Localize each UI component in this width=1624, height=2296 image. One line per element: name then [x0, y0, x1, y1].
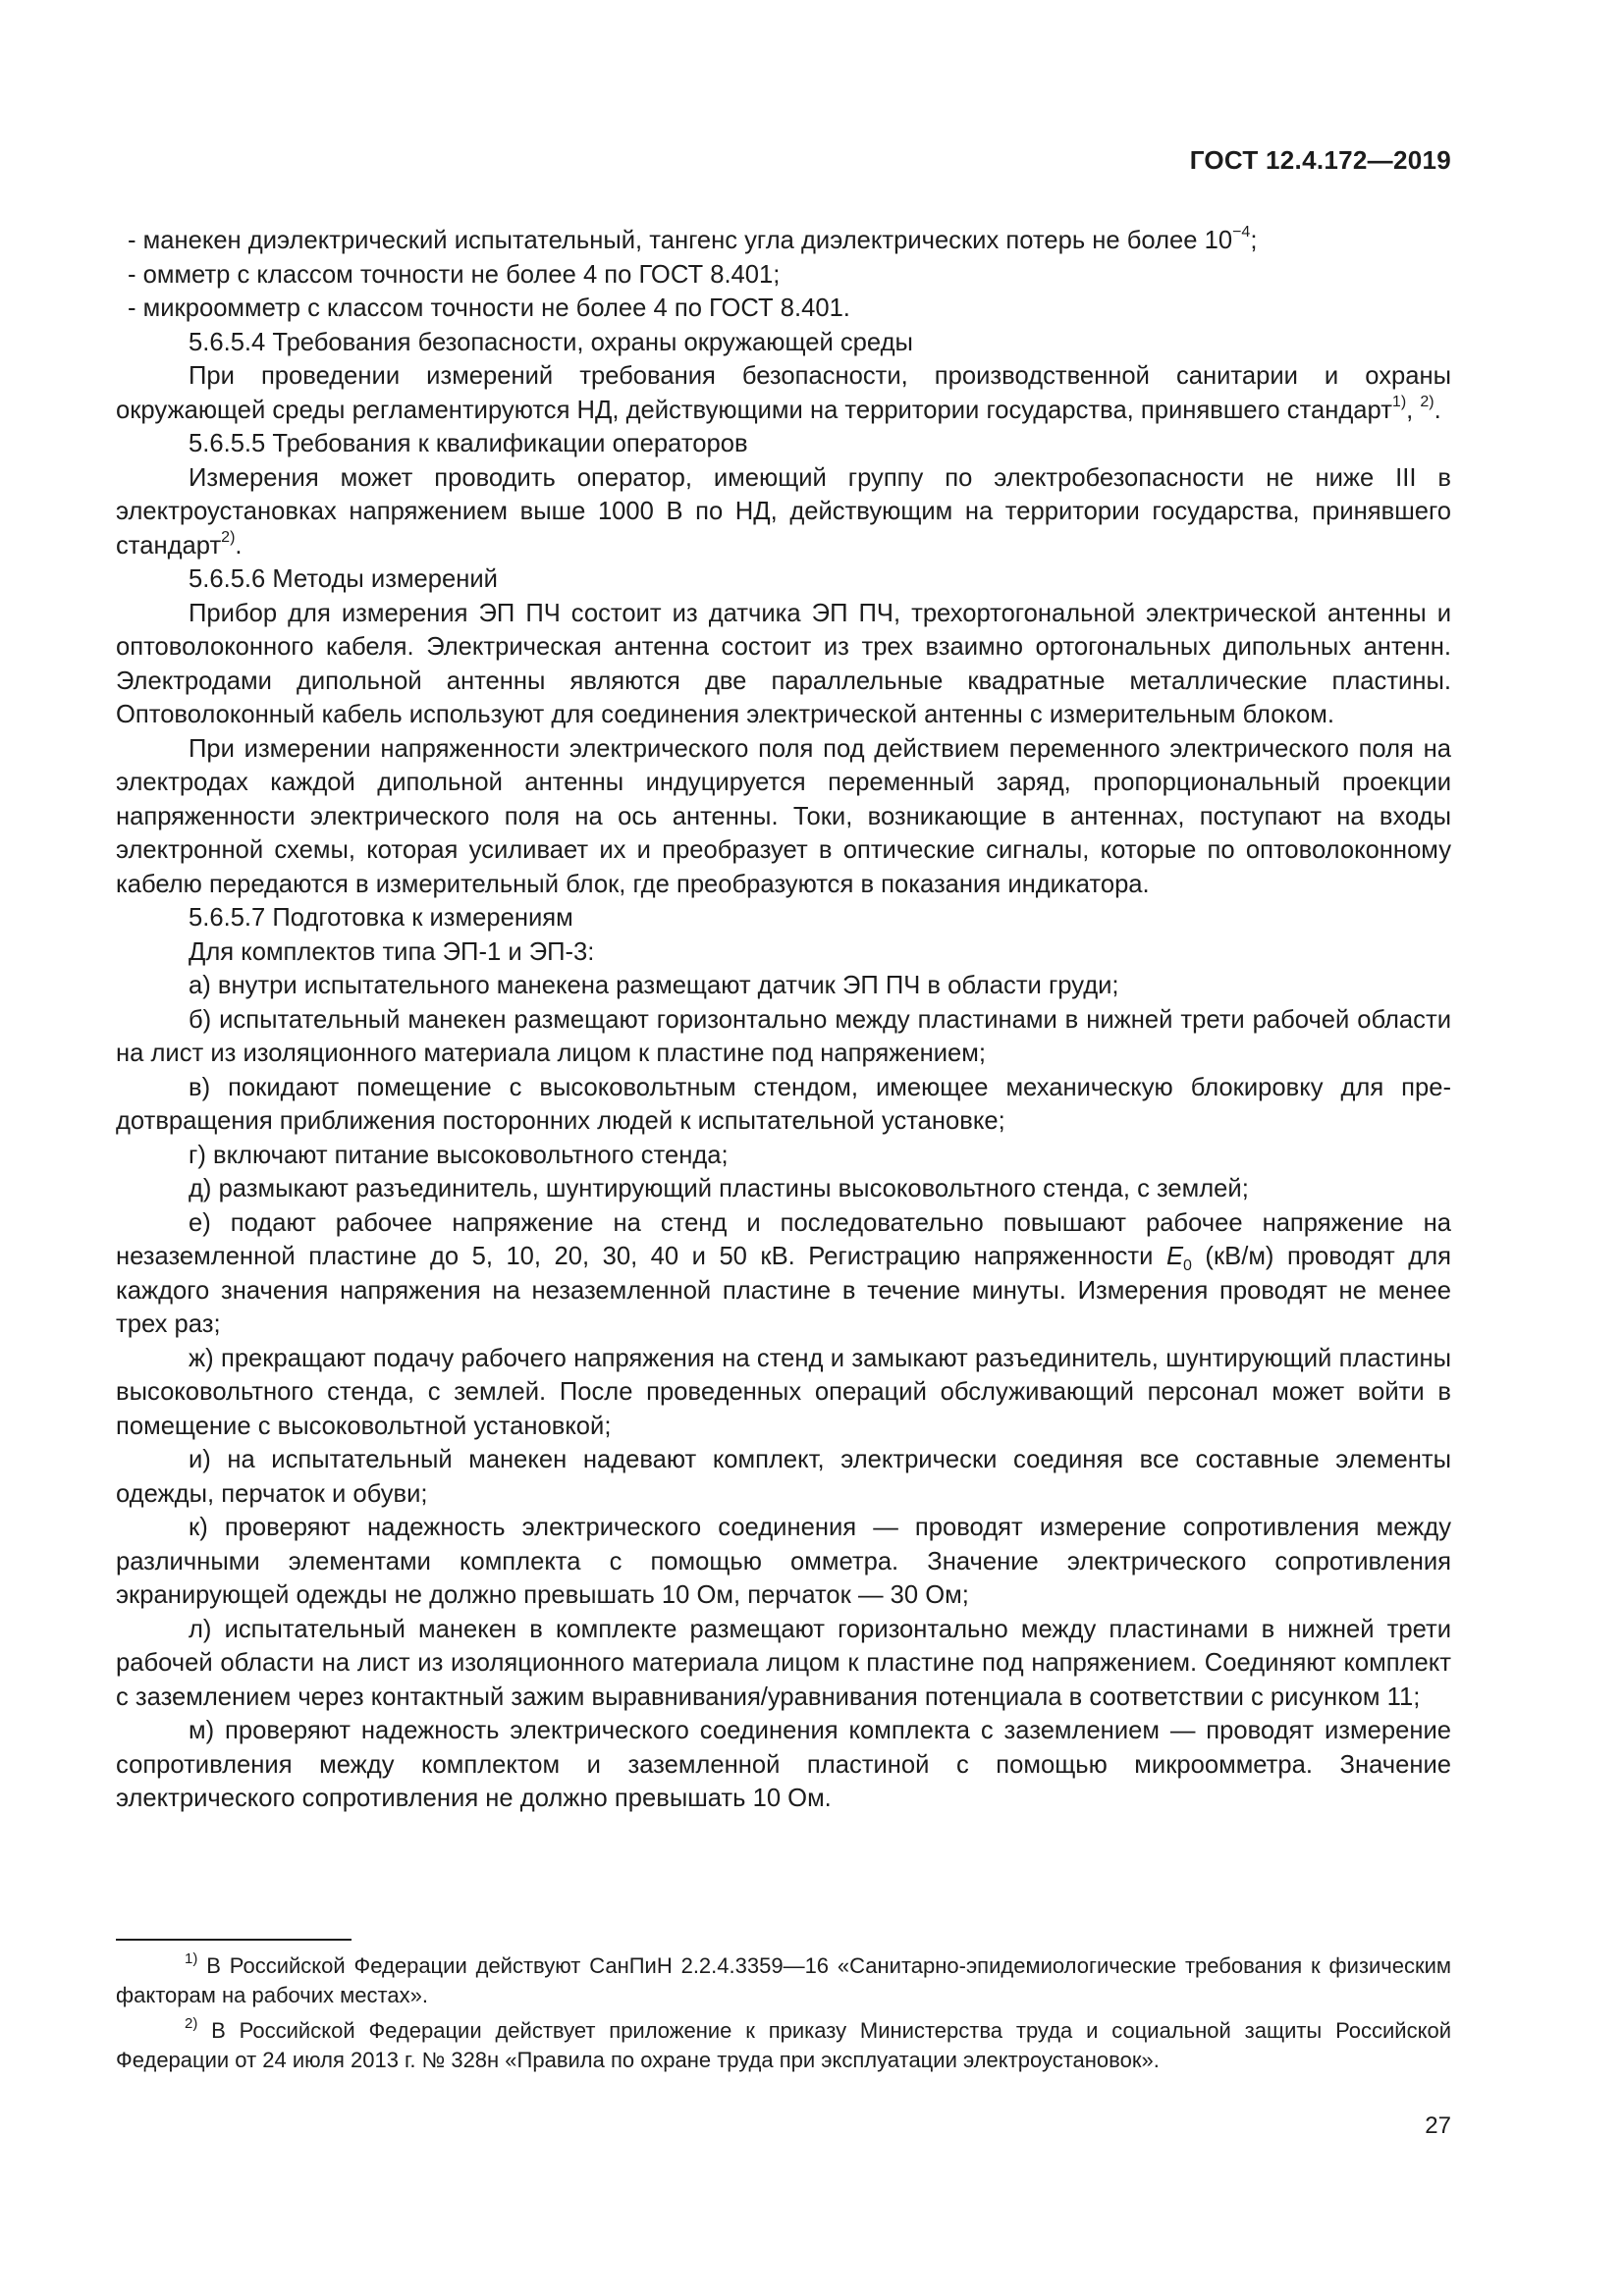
- footnote-ref[interactable]: 2): [221, 528, 236, 546]
- page-number: 27: [1425, 2112, 1451, 2139]
- paragraph: При измерении напряженности электрического поля под действием переменного электрического поля на электродах каждой дипольной антенны индуцируется переменный заряд, пропорциональный проекции напряженности электрического поля на ось антенны. Токи, возникающие в антеннах, поступают на входы электронной схемы, которая усиливает их и преобразует в оптические сигналы, которые по оптоволоконному кабелю передаются в измерительный блок, где преобразуются в показания индикатора.: [116, 734, 1451, 898]
- footnotes: [116, 1951, 1451, 2081]
- document-code-header: ГОСТ 12.4.172—2019: [1189, 145, 1451, 175]
- list-item: е) подают рабочее напряжение на стенд и последовательно повышают рабочее напряжение на незаземленной пластине до 5, 10, 20, 30, 40 и 50 кВ. Регистрацию напряженности $E_0$ (кВ/м) проводят для каждого значения напряжения на незаземленной пластине в течение минуты. Измерения проводят не менее трех раз;: [116, 1208, 1451, 1338]
- list-item: л) испытательный манекен в комплекте размещают горизонтально между пластинами в нижней трети рабочей области на лист из изоляционного материала лицом к пластине под напряжением. Соединяют комплект с заземлением через контактный зажим выравнивания/уравнивания потенциала в соответствии с рисунком 11;: [116, 1615, 1451, 1711]
- list-item: - омметр с классом точности не более 4 по ГОСТ 8.401;: [128, 260, 781, 289]
- footnote-ref[interactable]: 2): [1420, 393, 1435, 410]
- section-heading-5-6-5-7: 5.6.5.7 Подготовка к измерениям: [189, 904, 573, 932]
- paragraph: Измерения может проводить оператор, имеющий группу по электробезопасности не ниже III в электроустановках напряжением выше 1000 В по НД, действующим на территории государства, принявшего стандарт$^{2)}$.: [116, 463, 1451, 560]
- footnote-ref[interactable]: 1): [1391, 393, 1407, 410]
- list-item: - манекен диэлектрический испытательный, тангенс угла диэлектрических потерь не более $10^{-4}$;: [128, 224, 1258, 254]
- section-heading-5-6-5-5: 5.6.5.5 Требования к квалификации операторов: [189, 430, 748, 457]
- list-item: - микроомметр с классом точности не более 4 по ГОСТ 8.401.: [128, 294, 850, 322]
- list-item: к) проверяют надежность электрического соединения — проводят измерение сопротивления между различными элементами комплекта с помощью омметра. Значение электрического сопротивления экранирующей одежды не должно превышать 10 Ом, перчаток — 30 Ом;: [116, 1514, 1451, 1609]
- list-item: а) внутри испытательного манекена размещают датчик ЭП ПЧ в области груди;: [189, 972, 1119, 999]
- list-item: и) на испытательный манекен надевают комплект, электрически соединяя все составные элементы одежды, перчаток и обуви;: [116, 1446, 1451, 1508]
- section-heading-5-6-5-4: 5.6.5.4 Требования безопасности, охраны окружающей среды: [189, 328, 913, 356]
- footnote-mark: 2): [185, 2014, 198, 2032]
- footnote: $^{1)}$ В Российской Федерации действуют СанПиН 2.2.4.3359—16 «Санитарно-эпидемиологические требования к физическим факторам на рабочих местах».: [116, 1949, 1451, 2007]
- list-item: м) проверяют надежность электрического соединения комплекта с заземлением — проводят измерение сопротивления между комплектом и заземленной пластиной с помощью микроомметра. Значение электрического сопротивления не должно превышать 10 Ом.: [116, 1717, 1451, 1812]
- list-item: г) включают питание высоковольтного стенда;: [189, 1141, 729, 1169]
- page-body: [116, 224, 1451, 1816]
- list-item: в) покидают помещение с высоковольтным стендом, имеющее механическую блокировку для предотвращения приближения посторонних людей к испытательной установке;: [116, 1073, 1451, 1135]
- paragraph: Для комплектов типа ЭП-1 и ЭП-3:: [189, 937, 595, 966]
- list-item: ж) прекращают подачу рабочего напряжения на стенд и замыкают разъединитель, шунтирующий пластины высоковольтного стенда, с землей. После проведенных операций обслуживающий персонал может войти в помещение с высоковольтной установкой;: [116, 1344, 1451, 1440]
- footnote: $^{2)}$ В Российской Федерации действует приложение к приказу Министерства труда и социальной защиты Российской Федерации от 24 июля 2013 г. № 328н «Правила по охране труда при эксплуатации электроустановок».: [116, 2014, 1451, 2072]
- paragraph: Прибор для измерения ЭП ПЧ состоит из датчика ЭП ПЧ, трехортогональной электрической антенны и оптоволоконного кабеля. Электрическая антенна состоит из трех взаимно ортогональных дипольных антенн. Электродами дипольной антенны являются две параллельные квадратные металлические пластины. Оптоволоконный кабель используют для соединения электрической антенны с измерительным блоком.: [116, 599, 1451, 728]
- footnote-mark: 1): [185, 1949, 198, 1967]
- footnote-divider: [116, 1939, 352, 1941]
- paragraph: При проведении измерений требования безопасности, производственной санитарии и охраны окружающей среды регламентируются НД, действующими на территории государства, принявшего стандарт$^{1)}$, $^{2)}$.: [116, 362, 1451, 424]
- list-item: б) испытательный манекен размещают горизонтально между пластинами в нижней трети рабочей области на лист из изоляционного материала лицом к пластине под напряжением;: [116, 1005, 1451, 1067]
- section-heading-5-6-5-6: 5.6.5.6 Методы измерений: [189, 565, 498, 593]
- list-item: д) размыкают разъединитель, шунтирующий пластины высоковольтного стенда, с землей;: [189, 1175, 1249, 1202]
